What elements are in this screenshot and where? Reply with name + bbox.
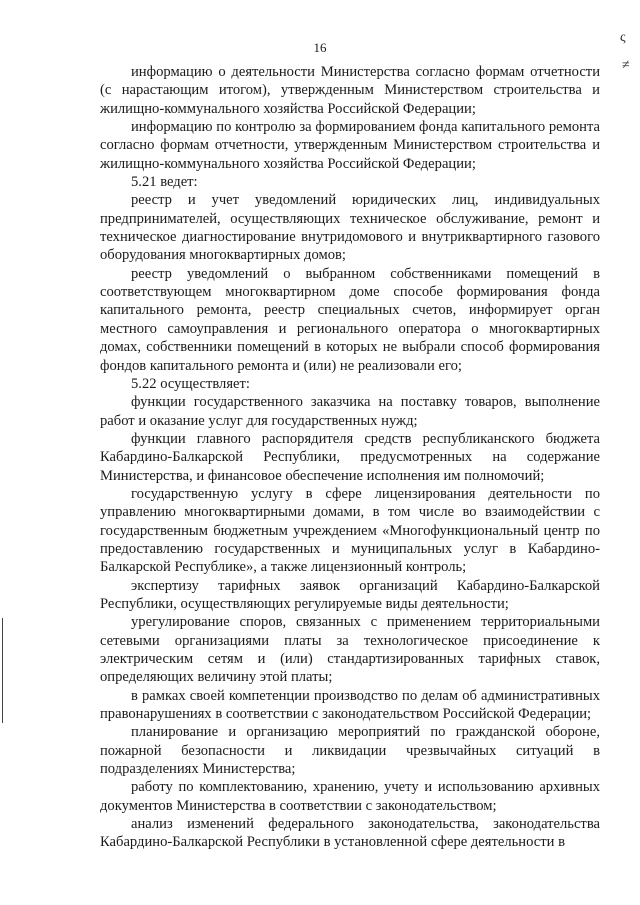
paragraph: анализ изменений федерального законодательства, законодательства Кабардино-Балкарской Республики в установленной сфере деятельности в xyxy=(100,816,600,851)
paragraph: работу по комплектованию, хранению, учету и использованию архивных документов Министерства в соответствии с законодательством; xyxy=(100,779,600,814)
section-heading: 5.22 осуществляет: xyxy=(131,375,250,392)
margin-mark: ς xyxy=(620,30,626,45)
section-heading: 5.21 ведет: xyxy=(131,174,198,191)
paragraph: реестр и учет уведомлений юридических лиц, индивидуальных предпринимателей, осуществляющих техническое обслуживание, ремонт и техническое диагностирование внутридомового и внутриквартирного газового оборудования многоквартирных домов; xyxy=(100,192,600,264)
margin-rule xyxy=(2,618,3,723)
page-number: 16 xyxy=(313,40,327,55)
paragraph: функции главного распорядителя средств республиканского бюджета Кабардино-Балкарской Республики, предусмотренных на содержание Министерства, и финансовое обеспечение исполнения им полномочий; xyxy=(100,430,600,484)
paragraph: государственную услугу в сфере лицензирования деятельности по управлению многоквартирными домами, в том числе во взаимодействии с государственным бюджетным учреждением «Многофункциональный центр по предоставлению государственных и муниципальных услуг в Кабардино-Балкарской Республике», а также лицензионный контроль; xyxy=(100,485,600,576)
paragraph: реестр уведомлений о выбранном собственниками помещений в соответствующем многоквартирном доме способе формирования фонда капитального ремонта, реестр специальных счетов, информирует орган местного самоуправления и регионального оператора о многоквартирных домах, собственники помещений в которых не выбрали способ формирования фондов капитального ремонта и (или) не реализовали его; xyxy=(100,265,600,374)
paragraph: информацию по контролю за формированием фонда капитального ремонта согласно формам отчетности, утвержденным Министерством строительства и жилищно-коммунального хозяйства Российской Федерации; xyxy=(100,119,600,172)
paragraph: планирование и организацию мероприятий по гражданской обороне, пожарной безопасности и ликвидации чрезвычайных ситуаций в подразделениях Министерства; xyxy=(100,724,600,778)
margin-mark: ≠ xyxy=(622,58,630,73)
paragraph: в рамках своей компетенции производство по делам об административных правонарушениях в соответствии с законодательством Российской Федерации; xyxy=(100,687,600,723)
document-body xyxy=(100,63,600,852)
paragraph: информацию о деятельности Министерства согласно формам отчетности (с нарастающим итогом), утвержденным Министерством строительства и жилищно-коммунального хозяйства Российской Федерации; xyxy=(100,64,600,117)
paragraph: функции государственного заказчика на поставку товаров, выполнение работ и оказание услуг для государственных нужд; xyxy=(100,394,600,429)
paragraph: урегулирование споров, связанных с применением территориальными сетевыми организациями платы за технологическое присоединение к электрическим сетям и (или) стандартизированных тарифных ставок, определяющих величину этой платы; xyxy=(100,614,600,686)
paragraph: экспертизу тарифных заявок организаций Кабардино-Балкарской Республики, осуществляющих регулируемые виды деятельности; xyxy=(100,577,600,612)
